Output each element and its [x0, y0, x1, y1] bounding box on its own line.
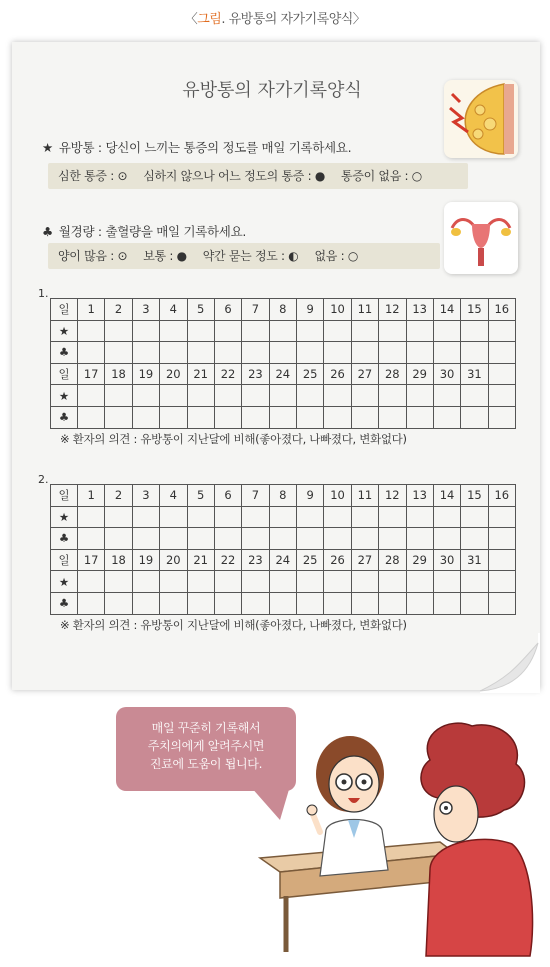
day-row-second: [51, 363, 516, 385]
grid-cell[interactable]: [78, 571, 105, 593]
section-1-note: ※ 환자의 의견 : 유방통이 지난달에 비해(좋아졌다, 나빠졌다, 변화없다): [60, 432, 407, 446]
grid-cell[interactable]: [488, 528, 515, 550]
grid-cell[interactable]: [461, 506, 488, 528]
page-curl: [480, 633, 540, 693]
grid-cell[interactable]: [324, 320, 351, 342]
section-1-number: 1.: [38, 287, 49, 300]
pain-row: [51, 320, 516, 342]
grid-cell: 17: [78, 549, 105, 571]
grid-cell[interactable]: [214, 506, 241, 528]
grid-cell: 13: [406, 485, 433, 507]
grid-cell[interactable]: [269, 406, 296, 428]
grid-cell[interactable]: [187, 528, 214, 550]
grid-cell: 17: [78, 363, 105, 385]
grid-cell[interactable]: [242, 342, 269, 364]
grid-cell[interactable]: [187, 506, 214, 528]
grid-cell: 16: [488, 485, 515, 507]
day-row-first: [51, 299, 516, 321]
pain-instruction: ★ 유방통 : 당신이 느끼는 통증의 정도를 매일 기록하세요.: [42, 140, 352, 155]
grid-cell: 15: [461, 299, 488, 321]
grid-cell[interactable]: [461, 592, 488, 614]
grid-cell[interactable]: [242, 385, 269, 407]
grid-cell[interactable]: [187, 342, 214, 364]
grid-cell[interactable]: [297, 406, 324, 428]
grid-cell[interactable]: [187, 592, 214, 614]
grid-cell: 29: [406, 549, 433, 571]
grid-cell[interactable]: [105, 528, 132, 550]
grid-cell[interactable]: [324, 342, 351, 364]
grid-cell[interactable]: [187, 320, 214, 342]
grid-cell: 24: [269, 549, 296, 571]
grid-cell[interactable]: [214, 571, 241, 593]
grid-cell[interactable]: [187, 406, 214, 428]
grid-cell[interactable]: [132, 571, 159, 593]
grid-cell[interactable]: [187, 385, 214, 407]
grid-cell: 12: [379, 299, 406, 321]
grid-cell[interactable]: [406, 406, 433, 428]
grid-cell[interactable]: [461, 528, 488, 550]
grid-cell[interactable]: [297, 385, 324, 407]
grid-cell[interactable]: [379, 528, 406, 550]
grid-cell: 3: [132, 485, 159, 507]
grid-cell: ♣: [51, 342, 78, 364]
grid-cell[interactable]: [78, 320, 105, 342]
grid-cell: 16: [488, 299, 515, 321]
grid-cell[interactable]: [242, 528, 269, 550]
menses-row: [51, 592, 516, 614]
grid-cell: 11: [351, 485, 378, 507]
grid-cell[interactable]: [433, 385, 460, 407]
pain-legend-none: 통증이 없음 : ○: [341, 169, 422, 183]
grid-cell[interactable]: [406, 528, 433, 550]
grid-cell: ★: [51, 320, 78, 342]
grid-cell: 25: [297, 363, 324, 385]
grid-cell: 28: [379, 549, 406, 571]
grid-cell[interactable]: [461, 342, 488, 364]
grid-cell[interactable]: [242, 506, 269, 528]
grid-cell: 14: [433, 299, 460, 321]
grid-cell: 30: [433, 549, 460, 571]
grid-cell: 일: [51, 363, 78, 385]
grid-cell: ★: [51, 506, 78, 528]
grid-cell: 27: [351, 549, 378, 571]
day-row-second: [51, 549, 516, 571]
grid-cell: 21: [187, 363, 214, 385]
grid-cell: 18: [105, 549, 132, 571]
bubble-line-3: 진료에 도움이 됩니다.: [149, 757, 263, 771]
grid-cell: 15: [461, 485, 488, 507]
grid-cell[interactable]: [160, 320, 187, 342]
grid-cell[interactable]: [105, 342, 132, 364]
grid-cell[interactable]: [132, 506, 159, 528]
grid-cell[interactable]: [297, 342, 324, 364]
grid-cell: 18: [105, 363, 132, 385]
grid-cell[interactable]: [297, 571, 324, 593]
grid-cell: 26: [324, 363, 351, 385]
grid-cell[interactable]: [105, 320, 132, 342]
section-2-note: ※ 환자의 의견 : 유방통이 지난달에 비해(좋아졌다, 나빠졌다, 변화없다): [60, 618, 407, 632]
menses-row: [51, 528, 516, 550]
pain-legend: [48, 163, 468, 189]
grid-cell[interactable]: [379, 406, 406, 428]
grid-cell[interactable]: [105, 571, 132, 593]
grid-cell[interactable]: [105, 506, 132, 528]
grid-cell[interactable]: [132, 342, 159, 364]
grid-cell[interactable]: [433, 406, 460, 428]
grid-cell[interactable]: [132, 528, 159, 550]
grid-cell: ♣: [51, 406, 78, 428]
grid-cell[interactable]: [433, 320, 460, 342]
grid-cell[interactable]: [242, 320, 269, 342]
grid-cell: 일: [51, 485, 78, 507]
section-2-number: 2.: [38, 473, 49, 486]
grid-cell: 13: [406, 299, 433, 321]
grid-cell: 1: [78, 485, 105, 507]
grid-cell[interactable]: [488, 342, 515, 364]
grid-cell: 5: [187, 299, 214, 321]
grid-cell: 27: [351, 363, 378, 385]
grid-cell[interactable]: [214, 592, 241, 614]
grid-cell[interactable]: [214, 528, 241, 550]
grid-cell[interactable]: [488, 592, 515, 614]
grid-cell[interactable]: [269, 385, 296, 407]
grid-cell: 9: [297, 485, 324, 507]
grid-cell: 14: [433, 485, 460, 507]
grid-cell: 10: [324, 485, 351, 507]
grid-cell[interactable]: [214, 320, 241, 342]
day-row-first: [51, 485, 516, 507]
grid-cell[interactable]: [269, 571, 296, 593]
grid-cell[interactable]: [379, 320, 406, 342]
grid-cell: 9: [297, 299, 324, 321]
grid-cell[interactable]: [160, 342, 187, 364]
grid-cell: 4: [160, 485, 187, 507]
pain-legend-moderate: 심하지 않으나 어느 정도의 통증 : ●: [143, 169, 326, 183]
grid-cell: 30: [433, 363, 460, 385]
grid-cell[interactable]: [461, 320, 488, 342]
grid-cell: ★: [51, 385, 78, 407]
grid-cell[interactable]: [242, 406, 269, 428]
grid-cell: 31: [461, 549, 488, 571]
uterus-illustration: [444, 202, 518, 274]
grid-cell[interactable]: [324, 571, 351, 593]
pain-row: [51, 385, 516, 407]
grid-cell[interactable]: [324, 592, 351, 614]
grid-cell[interactable]: [132, 320, 159, 342]
grid-cell[interactable]: [269, 320, 296, 342]
grid-cell: 31: [461, 363, 488, 385]
grid-cell[interactable]: [214, 406, 241, 428]
grid-cell[interactable]: [433, 571, 460, 593]
grid-cell[interactable]: [433, 342, 460, 364]
grid-cell[interactable]: [269, 342, 296, 364]
grid-cell[interactable]: [324, 528, 351, 550]
grid-cell: 20: [160, 363, 187, 385]
grid-cell[interactable]: [351, 571, 378, 593]
menses-legend-normal: 보통 : ●: [143, 249, 187, 263]
grid-cell: 6: [214, 299, 241, 321]
figure-caption: 〈그림. 유방통의 자가기록양식〉: [184, 12, 366, 27]
grid-cell[interactable]: [78, 385, 105, 407]
grid-cell[interactable]: [351, 406, 378, 428]
grid-cell[interactable]: [379, 571, 406, 593]
grid-cell[interactable]: [297, 528, 324, 550]
grid-cell: 22: [214, 549, 241, 571]
pain-row: [51, 506, 516, 528]
grid-cell[interactable]: [78, 506, 105, 528]
grid-cell: 5: [187, 485, 214, 507]
menses-row: [51, 406, 516, 428]
grid-cell[interactable]: [132, 385, 159, 407]
day-label: 일: [51, 299, 78, 321]
sheet-title: 유방통의 자가기록양식: [182, 80, 362, 101]
grid-cell[interactable]: [160, 385, 187, 407]
grid-cell[interactable]: [324, 506, 351, 528]
grid-cell: 7: [242, 485, 269, 507]
grid-cell: 26: [324, 549, 351, 571]
grid-cell[interactable]: [160, 406, 187, 428]
grid-cell[interactable]: [297, 592, 324, 614]
grid-cell[interactable]: [105, 406, 132, 428]
grid-cell[interactable]: [406, 506, 433, 528]
grid-cell[interactable]: [160, 571, 187, 593]
grid-cell: 8: [269, 485, 296, 507]
grid-cell[interactable]: [488, 506, 515, 528]
grid-cell: 12: [379, 485, 406, 507]
grid-cell: 19: [132, 549, 159, 571]
grid-cell: 23: [242, 363, 269, 385]
grid-cell: ★: [51, 571, 78, 593]
grid-cell[interactable]: [379, 385, 406, 407]
grid-cell: 2: [105, 299, 132, 321]
pain-legend-severe: 심한 통증 : ⊙: [58, 169, 128, 183]
grid-cell: 4: [160, 299, 187, 321]
menses-legend: [48, 243, 440, 269]
grid-cell: 2: [105, 485, 132, 507]
grid-cell[interactable]: [132, 592, 159, 614]
grid-cell[interactable]: [461, 571, 488, 593]
grid-cell: [488, 363, 515, 385]
doctor-patient-illustration: [250, 720, 540, 960]
record-sheet: [12, 42, 540, 690]
grid-cell: 3: [132, 299, 159, 321]
grid-cell[interactable]: [78, 342, 105, 364]
section-2-grid: [50, 484, 516, 615]
menses-legend-spotting: 약간 묻는 정도 : ◐: [202, 249, 299, 263]
grid-cell[interactable]: [78, 592, 105, 614]
menses-row: [51, 342, 516, 364]
grid-cell[interactable]: [406, 320, 433, 342]
grid-cell[interactable]: [351, 506, 378, 528]
grid-cell: ♣: [51, 528, 78, 550]
grid-cell[interactable]: [160, 506, 187, 528]
grid-cell[interactable]: [214, 385, 241, 407]
grid-cell: 1: [78, 299, 105, 321]
grid-cell: 20: [160, 549, 187, 571]
grid-cell[interactable]: [406, 342, 433, 364]
grid-cell[interactable]: [351, 528, 378, 550]
grid-cell: 7: [242, 299, 269, 321]
menses-instruction: ♣ 월경량 : 출혈량을 매일 기록하세요.: [42, 224, 247, 239]
grid-cell[interactable]: [488, 571, 515, 593]
menses-legend-heavy: 양이 많음 : ⊙: [58, 249, 128, 263]
grid-cell[interactable]: [351, 385, 378, 407]
grid-cell[interactable]: [242, 571, 269, 593]
grid-cell: 23: [242, 549, 269, 571]
grid-cell[interactable]: [433, 592, 460, 614]
grid-cell: 21: [187, 549, 214, 571]
grid-cell[interactable]: [488, 385, 515, 407]
grid-cell[interactable]: [187, 571, 214, 593]
bubble-line-2: 주치의에게 알려주시면: [147, 739, 265, 753]
grid-cell[interactable]: [379, 506, 406, 528]
grid-cell[interactable]: [379, 592, 406, 614]
grid-cell[interactable]: [324, 406, 351, 428]
grid-cell[interactable]: [242, 592, 269, 614]
grid-cell[interactable]: [78, 406, 105, 428]
grid-cell[interactable]: [351, 342, 378, 364]
grid-cell[interactable]: [461, 385, 488, 407]
grid-cell: 6: [214, 485, 241, 507]
caption-label: 그림: [197, 12, 222, 27]
grid-cell[interactable]: [105, 385, 132, 407]
grid-cell[interactable]: [324, 385, 351, 407]
grid-cell[interactable]: [160, 592, 187, 614]
grid-cell[interactable]: [78, 528, 105, 550]
grid-cell[interactable]: [297, 506, 324, 528]
grid-cell[interactable]: [406, 592, 433, 614]
grid-cell: 10: [324, 299, 351, 321]
grid-cell: 22: [214, 363, 241, 385]
grid-cell[interactable]: [406, 385, 433, 407]
grid-cell[interactable]: [132, 406, 159, 428]
grid-cell[interactable]: [406, 571, 433, 593]
grid-cell[interactable]: [214, 342, 241, 364]
grid-cell: 24: [269, 363, 296, 385]
grid-cell: 28: [379, 363, 406, 385]
pain-row: [51, 571, 516, 593]
grid-cell: 일: [51, 549, 78, 571]
grid-cell: 11: [351, 299, 378, 321]
grid-cell: 19: [132, 363, 159, 385]
grid-cell[interactable]: [269, 528, 296, 550]
grid-cell: 8: [269, 299, 296, 321]
grid-cell[interactable]: [488, 320, 515, 342]
grid-cell: 25: [297, 549, 324, 571]
grid-cell[interactable]: [433, 528, 460, 550]
grid-cell[interactable]: [269, 506, 296, 528]
grid-cell[interactable]: [297, 320, 324, 342]
bubble-line-1: 매일 꾸준히 기록해서: [151, 721, 261, 735]
grid-cell[interactable]: [351, 592, 378, 614]
grid-cell[interactable]: [351, 320, 378, 342]
grid-cell[interactable]: [488, 406, 515, 428]
grid-cell: 29: [406, 363, 433, 385]
grid-cell[interactable]: [433, 506, 460, 528]
breast-illustration: [444, 80, 518, 158]
grid-cell: [488, 549, 515, 571]
section-1-grid: [50, 298, 516, 429]
grid-cell[interactable]: [461, 406, 488, 428]
grid-cell[interactable]: [269, 592, 296, 614]
grid-cell: ♣: [51, 592, 78, 614]
grid-cell[interactable]: [160, 528, 187, 550]
grid-cell[interactable]: [105, 592, 132, 614]
menses-legend-none: 없음 : ○: [314, 249, 359, 263]
grid-cell[interactable]: [379, 342, 406, 364]
